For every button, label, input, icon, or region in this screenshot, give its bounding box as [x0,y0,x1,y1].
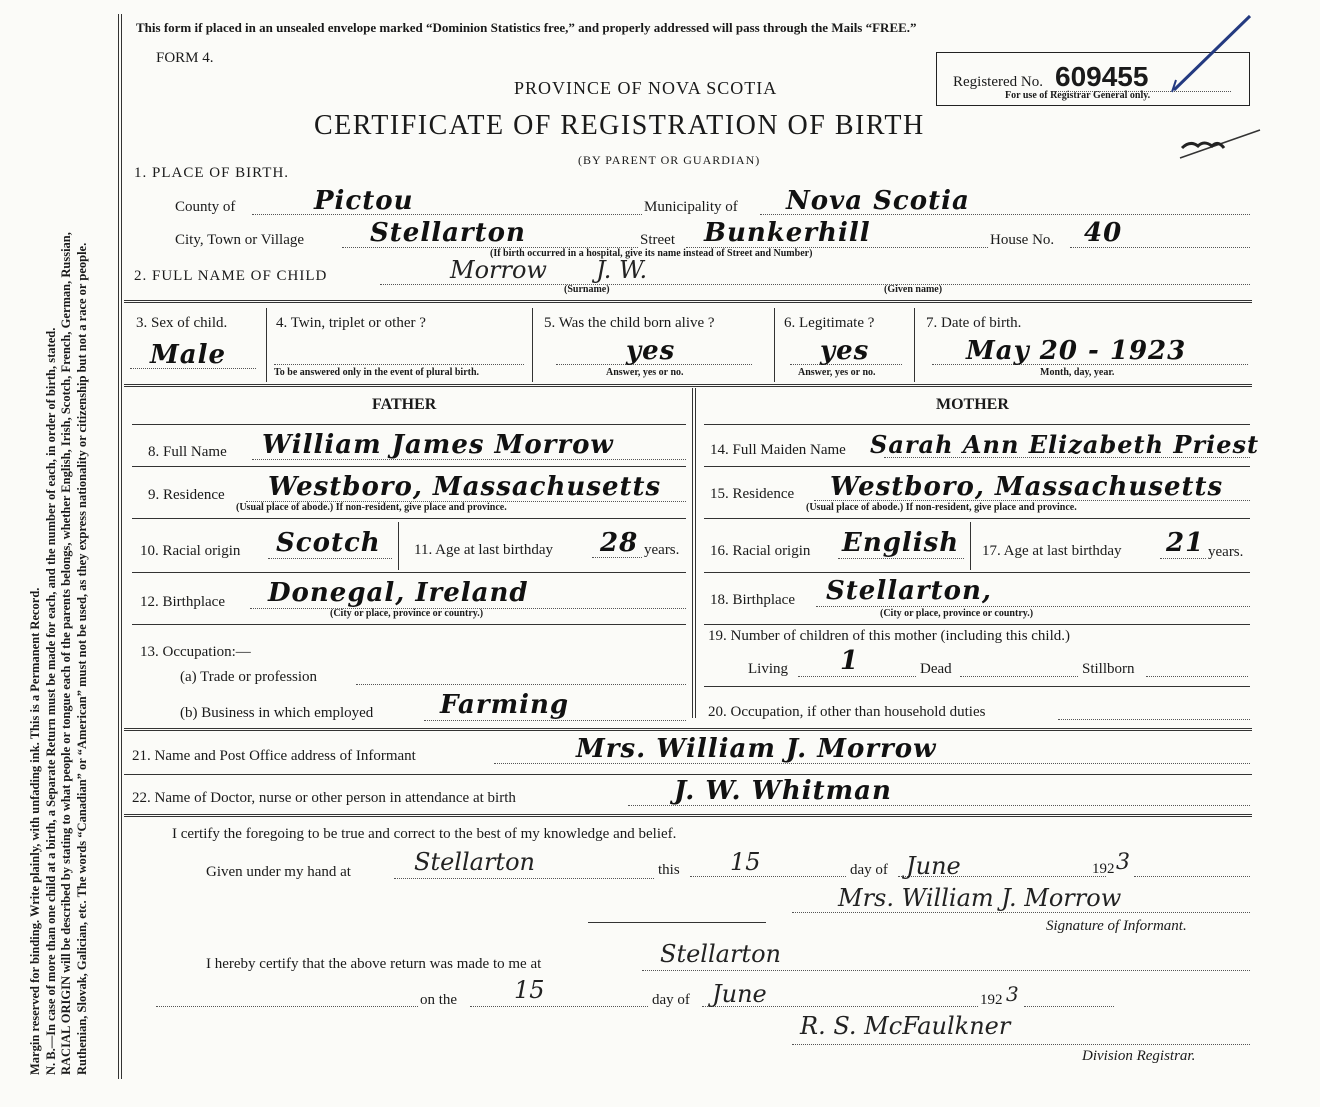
mother-birthplace-note: (City or place, province or country.) [880,608,1034,619]
business-value: Farming [440,690,570,720]
sex-label: 3. Sex of child. [136,315,228,331]
mother-name-label: 14. Full Maiden Name [710,442,846,458]
mother-residence-label: 15. Residence [710,486,795,502]
born-alive-label: 5. Was the child born alive ? [544,315,715,331]
date-of-birth-note: Month, day, year. [1040,367,1115,378]
child-given-name: J. W. [596,256,648,284]
this-label: this [658,862,680,878]
father-name-value: William James Morrow [262,430,614,460]
margin-note-line: RACIAL ORIGIN will be described by stating to what people or tongue each of the parents belongs, whether English, Irish, Scotch, French, German, Russian, [59,232,73,1075]
father-birthplace-value: Donegal, Ireland [268,578,529,608]
doctor-label: 22. Name of Doctor, nurse or other person in attendance at birth [132,790,516,806]
given-day-value: 15 [730,848,761,876]
registrar-day-of-label: day of [652,992,690,1008]
province-heading: PROVINCE OF NOVA SCOTIA [514,78,778,98]
father-years-label: years. [644,542,680,558]
twin-note: To be answered only in the event of plural birth. [274,367,480,378]
sex-value: Male [150,340,227,370]
father-name-label: 8. Full Name [148,444,227,460]
business-label: (b) Business in which employed [180,705,374,721]
county-value: Pictou [314,186,414,216]
date-of-birth-value: May 20 - 1923 [966,336,1187,366]
twin-label: 4. Twin, triplet or other ? [276,315,426,331]
given-month-value: June [906,852,961,880]
father-birthplace-label: 12. Birthplace [140,594,225,610]
margin-note-line: Margin reserved for binding. Write plainly, with unfading ink. This is a Permanent Record. [28,587,42,1075]
division-registrar-label: Division Registrar. [1082,1048,1196,1064]
place-of-birth-heading: 1. PLACE OF BIRTH. [134,165,290,181]
postal-notice: This form if placed in an unsealed envelope marked “Dominion Statistics free,” and properly addressed will pass through the Mails “FREE.” [136,20,917,35]
date-of-birth-label: 7. Date of birth. [926,315,1022,331]
legitimate-value: yes [820,336,870,366]
registrar-year-digit: 3 [1006,982,1019,1006]
given-year-prefix: 192 [1092,861,1115,877]
mother-heading: MOTHER [936,396,1009,413]
dead-label: Dead [920,661,952,677]
mother-birthplace-label: 18. Birthplace [710,592,795,608]
father-birthplace-note: (City or place, province or country.) [330,608,484,619]
mother-race-label: 16. Racial origin [710,543,811,559]
registration-number: 609455 [1055,61,1149,92]
legitimate-note: Answer, yes or no. [798,367,876,378]
certificate-subtitle: (BY PARENT OR GUARDIAN) [578,153,761,167]
child-name-label: 2. FULL NAME OF CHILD [134,268,328,284]
father-residence-value: Westboro, Massachusetts [268,472,662,502]
father-race-label: 10. Racial origin [140,543,241,559]
mother-residence-note: (Usual place of abode.) If non-resident, give place and province. [806,502,1077,513]
mother-occupation-label: 20. Occupation, if other than household duties [708,704,986,720]
municipality-label: Municipality of [644,199,738,215]
mother-race-value: English [842,528,960,558]
registrar-place-value: Stellarton [660,940,781,968]
born-alive-value: yes [626,336,676,366]
registrar-month-value: June [712,980,767,1008]
form-number: FORM 4. [156,50,214,66]
mother-age-value: 21 [1166,528,1205,558]
informant-signature-label: Signature of Informant. [1046,918,1187,934]
registrar-signature: R. S. McFaulkner [800,1012,1011,1040]
certificate-title: CERTIFICATE OF REGISTRATION OF BIRTH [314,110,925,141]
doctor-value: J. W. Whitman [674,776,892,806]
registered-label: Registered No. [953,74,1043,90]
registrar-statement: I hereby certify that the above return was made to me at [206,956,542,972]
registrar-use-note: For use of Registrar General only. [1005,90,1151,101]
registrar-year-prefix: 192 [980,992,1003,1008]
street-value: Bunkerhill [704,218,871,248]
father-residence-note: (Usual place of abode.) If non-resident, give place and province. [236,502,507,513]
surname-note: (Surname) [564,284,610,295]
margin-note-line: Ruthenian, Slovak, Galician, etc. The words “Canadian” or “American” must not be used, as they express nationality or citizenship but not a race or people. [74,242,89,1075]
registrar-day-value: 15 [514,976,545,1004]
father-heading: FATHER [372,396,437,413]
on-the-label: on the [420,992,458,1008]
given-year-digit: 3 [1116,850,1130,875]
given-at-label: Given under my hand at [206,864,351,880]
city-label: City, Town or Village [175,232,305,248]
margin-note-line: N. B.—In case of more than one child at a birth, a Separate Return must be made for each, and the number of each, in order of birth, stated. [43,327,58,1075]
father-residence-label: 9. Residence [148,487,225,503]
informant-value: Mrs. William J. Morrow [576,734,937,764]
father-age-label: 11. Age at last birthday [414,542,553,558]
father-age-value: 28 [600,528,639,558]
binding-margin-rule [118,14,122,1079]
father-occupation-label: 13. Occupation:— [140,644,251,660]
hospital-note: (If birth occurred in a hospital, give its name instead of Street and Number) [490,248,813,259]
given-place-value: Stellarton [414,848,535,876]
city-value: Stellarton [370,218,526,248]
informant-label: 21. Name and Post Office address of Informant [132,748,416,764]
municipality-value: Nova Scotia [786,186,970,216]
stillborn-label: Stillborn [1082,661,1135,677]
trade-label: (a) Trade or profession [180,669,318,685]
county-label: County of [175,199,236,215]
father-race-value: Scotch [276,528,381,558]
given-name-note: (Given name) [884,284,943,295]
margin-notes [28,15,118,1075]
informant-signature: Mrs. William J. Morrow [838,884,1122,912]
certify-statement: I certify the foregoing to be true and correct to the best of my knowledge and belief. [172,826,677,842]
legitimate-label: 6. Legitimate ? [784,315,875,331]
living-label: Living [748,661,788,677]
mother-name-value: Sarah Ann Elizabeth Priest [870,430,1260,459]
children-count-label: 19. Number of children of this mother (including this child.) [708,628,1071,644]
mother-years-label: years. [1208,544,1244,560]
street-label: Street [640,232,675,248]
living-value: 1 [840,646,860,676]
pen-mark-icon [1160,8,1270,168]
mother-birthplace-value: Stellarton, [826,576,992,606]
mother-residence-value: Westboro, Massachusetts [830,472,1224,502]
house-number-value: 40 [1084,218,1123,248]
child-surname: Morrow [450,256,547,284]
born-alive-note: Answer, yes or no. [606,367,684,378]
house-number-label: House No. [990,232,1055,248]
day-of-label: day of [850,862,888,878]
mother-age-label: 17. Age at last birthday [982,543,1122,559]
